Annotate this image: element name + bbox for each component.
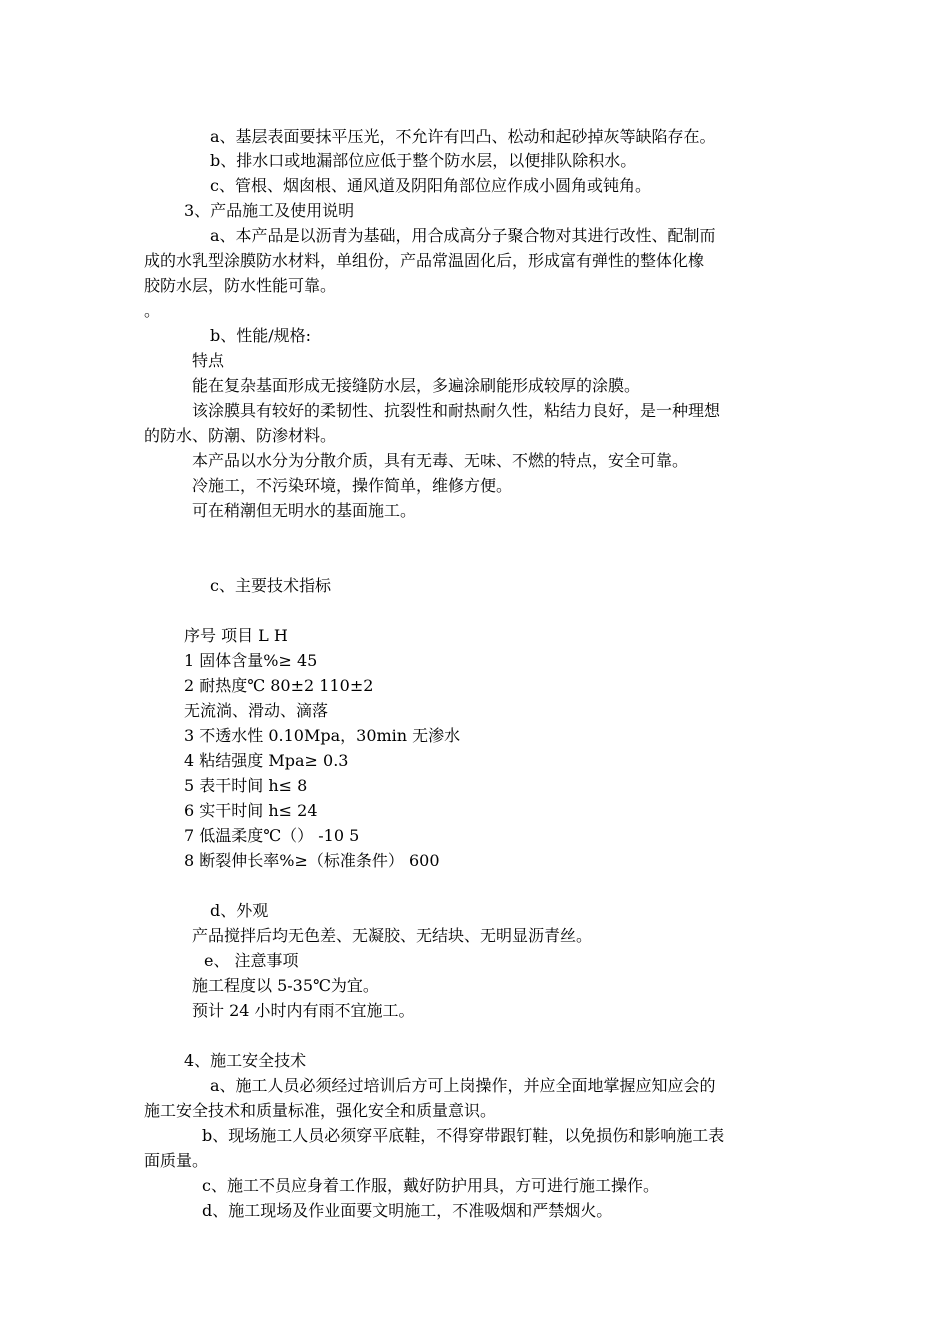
paragraph-4b-line-2: 面质量。 <box>144 1151 209 1170</box>
stray-mark: 。 <box>144 301 161 320</box>
spec-row: 4 粘结强度 Mpa≥ 0.3 <box>184 751 349 770</box>
paragraph-3a-line-3: 胶防水层，防水性能可靠。 <box>144 276 337 295</box>
subheading-3d: d、外观 <box>210 901 269 920</box>
subheading-3b: b、性能/规格: <box>210 326 312 345</box>
spec-row: 5 表干时间 h≤ 8 <box>184 776 308 795</box>
spec-row: 7 低温柔度℃（） -10 5 <box>184 826 360 845</box>
section-4-heading: 4、施工安全技术 <box>184 1051 307 1070</box>
section-3-heading: 3、产品施工及使用说明 <box>184 201 355 220</box>
feature-5: 可在稍潮但无明水的基面施工。 <box>192 501 417 520</box>
subheading-3e: e、 注意事项 <box>204 951 299 970</box>
note-1: 施工程度以 5-35℃为宜。 <box>192 976 379 995</box>
subheading-3c: c、主要技术指标 <box>210 576 331 595</box>
item-2b: b、排水口或地漏部位应低于整个防水层，以便排队除积水。 <box>210 151 637 170</box>
spec-row: 2 耐热度℃ 80±2 110±2 <box>184 676 374 695</box>
paragraph-3a-line-1: a、本产品是以沥青为基础，用合成高分子聚合物对其进行改性、配制而 <box>210 226 716 245</box>
feature-2-line-1: 该涂膜具有较好的柔韧性、抗裂性和耐热耐久性，粘结力良好，是一种理想 <box>192 401 721 420</box>
spec-table-header: 序号 项目 L H <box>184 626 288 645</box>
appearance-text: 产品搅拌后均无色差、无凝胶、无结块、无明显沥青丝。 <box>192 926 593 945</box>
feature-4: 冷施工，不污染环境，操作简单，维修方便。 <box>192 476 513 495</box>
spec-row: 8 断裂伸长率%≥（标准条件） 600 <box>184 851 440 870</box>
spec-row: 无流淌、滑动、滴落 <box>184 701 329 720</box>
paragraph-4d: d、施工现场及作业面要文明施工，不准吸烟和严禁烟火。 <box>202 1201 613 1220</box>
item-2a: a、基层表面要抹平压光，不允许有凹凸、松动和起砂掉灰等缺陷存在。 <box>210 127 716 146</box>
spec-row: 3 不透水性 0.10Mpa，30min 无渗水 <box>184 726 461 745</box>
features-heading: 特点 <box>192 351 225 370</box>
paragraph-4b-line-1: b、现场施工人员必须穿平底鞋，不得穿带跟钉鞋，以免损伤和影响施工表 <box>202 1126 725 1145</box>
feature-2-line-2: 的防水、防潮、防渗材料。 <box>144 426 337 445</box>
paragraph-3a-line-2: 成的水乳型涂膜防水材料，单组份，产品常温固化后，形成富有弹性的整体化橡 <box>144 251 705 270</box>
feature-3: 本产品以水分为分散介质，具有无毒、无味、不燃的特点，安全可靠。 <box>192 451 689 470</box>
feature-1: 能在复杂基面形成无接缝防水层，多遍涂刷能形成较厚的涂膜。 <box>192 376 641 395</box>
item-2c: c、管根、烟囱根、通风道及阴阳角部位应作成小圆角或钝角。 <box>210 176 651 195</box>
spec-row: 1 固体含量%≥ 45 <box>184 651 318 670</box>
paragraph-4c: c、施工不员应身着工作服，戴好防护用具，方可进行施工操作。 <box>202 1176 659 1195</box>
note-2: 预计 24 小时内有雨不宜施工。 <box>192 1001 415 1020</box>
spec-row: 6 实干时间 h≤ 24 <box>184 801 318 820</box>
paragraph-4a-line-2: 施工安全技术和质量标准，强化安全和质量意识。 <box>144 1101 497 1120</box>
paragraph-4a-line-1: a、施工人员必须经过培训后方可上岗操作，并应全面地掌握应知应会的 <box>210 1076 716 1095</box>
